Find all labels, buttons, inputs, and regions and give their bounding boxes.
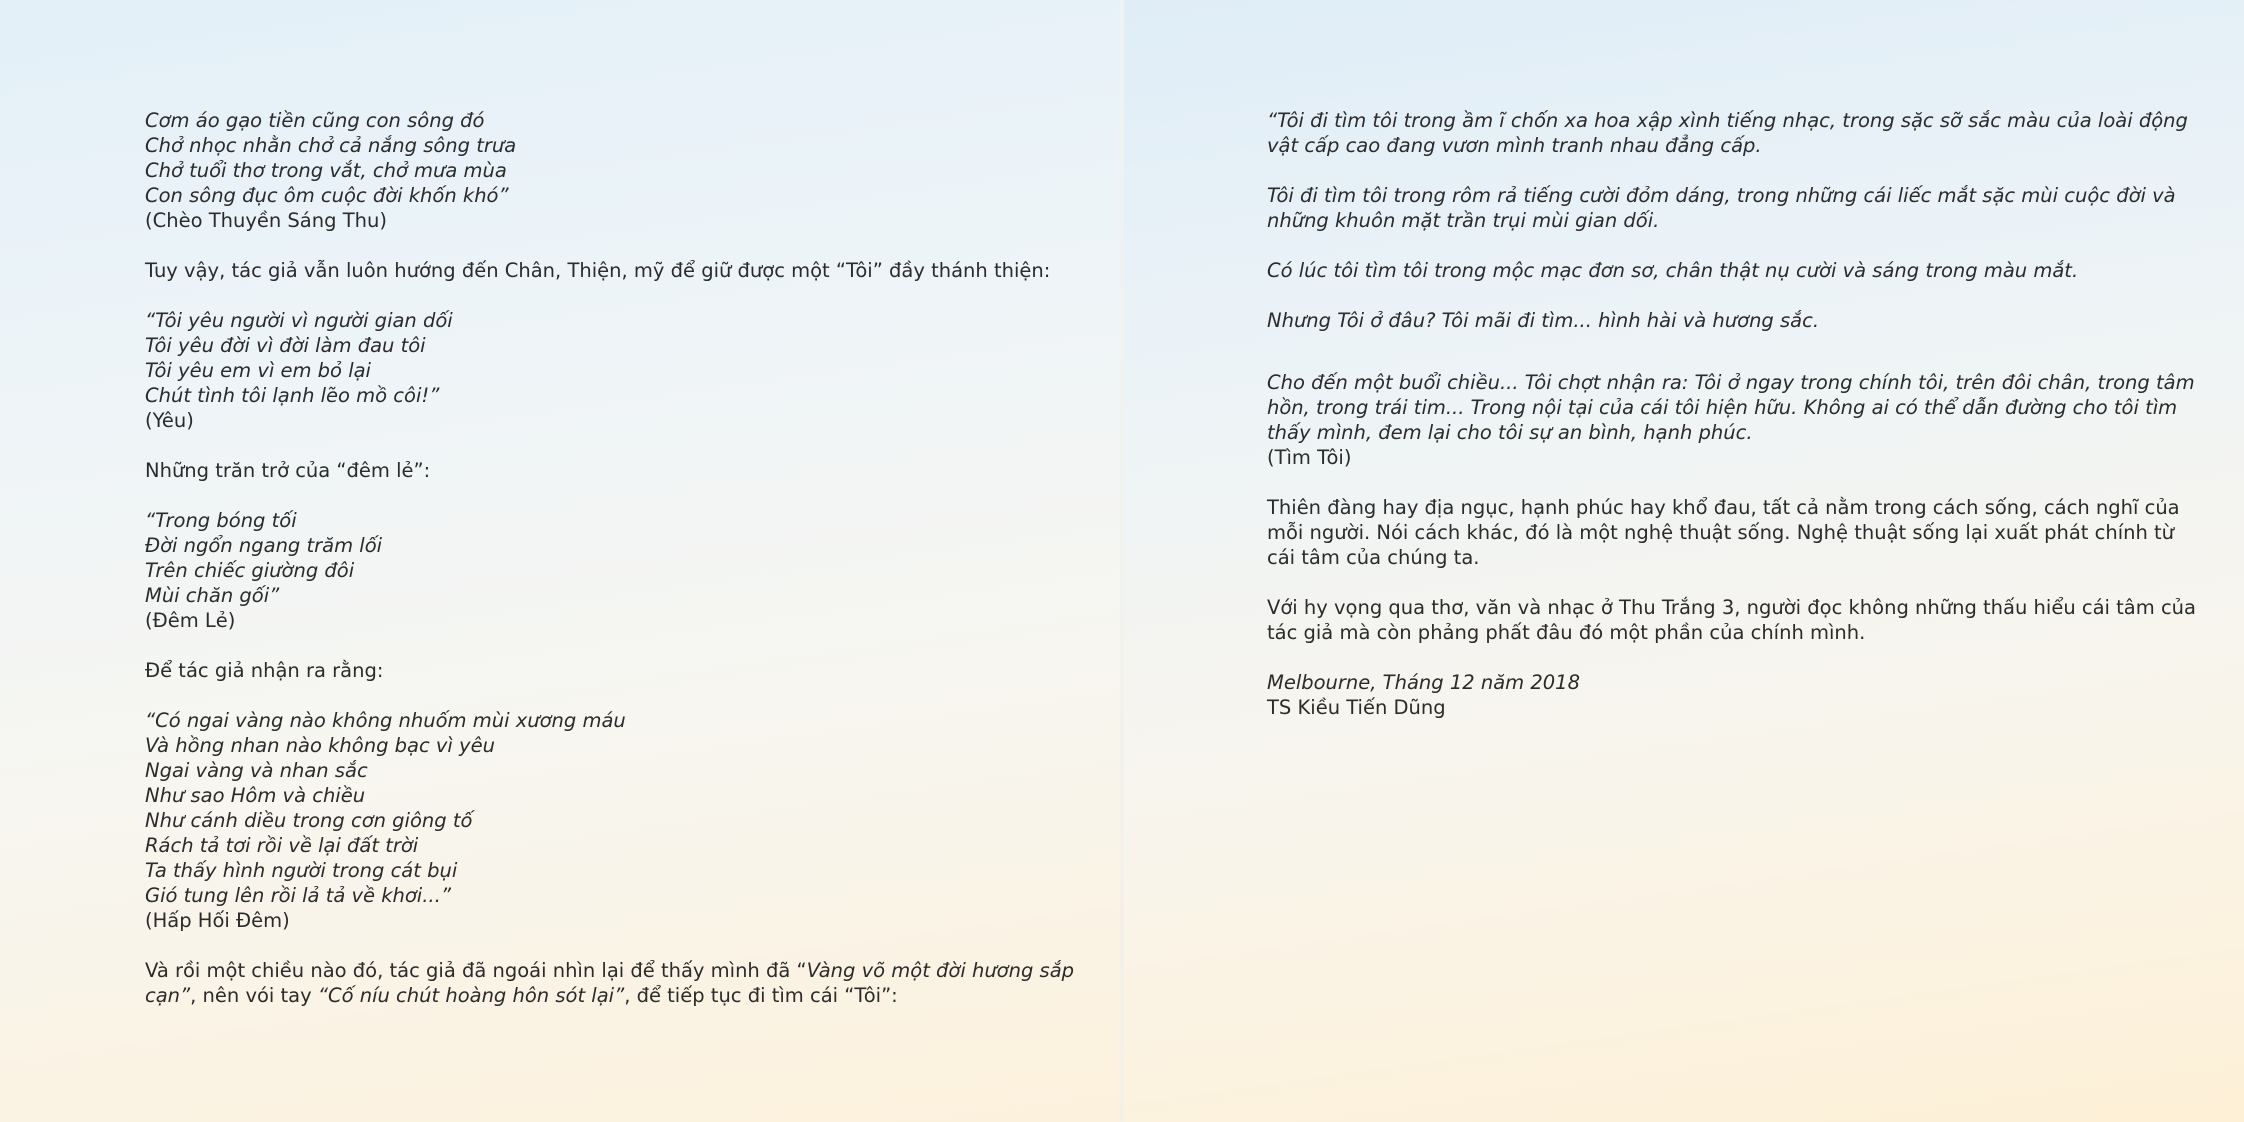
quote-line: Cho đến một buổi chiều... Tôi chợt nhận ra: Tôi ở ngay trong chính tôi, trên đôi chân, trong tâm <box>1267 371 2195 394</box>
quote-line: “Tôi đi tìm tôi trong ầm ĩ chốn xa hoa xập xình tiếng nhạc, trong sặc sỡ sắc màu của loài động <box>1267 109 2188 132</box>
inline-quote: “Cố níu chút hoàng hôn sót lại” <box>317 984 625 1007</box>
prose-quote <box>1267 370 2227 445</box>
body-paragraph <box>1267 495 2227 570</box>
poem-quote-cheo-thuyen <box>145 108 1005 208</box>
poem-line: Và hồng nhan nào không bạc vì yêu <box>145 734 495 757</box>
body-paragraph: Tuy vậy, tác giả vẫn luôn hướng đến Chân, Thiện, mỹ để giữ được một “Tôi” đầy thánh thiện: <box>145 259 1051 282</box>
poem-line: Đời ngổn ngang trăm lối <box>145 534 383 557</box>
inline-quote: Vàng võ một đời hương sắp <box>806 959 1075 982</box>
closing-paragraph <box>145 958 1075 1008</box>
poem-line: Chở nhọc nhằn chở cả nắng sông trưa <box>145 134 517 157</box>
quote-line: những khuôn mặt trần trụi mùi gian dối. <box>1267 209 1660 232</box>
quote-line: Có lúc tôi tìm tôi trong mộc mạc đơn sơ, chân thật nụ cười và sáng trong màu mắt. <box>1267 259 2079 282</box>
poem-line: Rách tả tơi rồi về lại đất trời <box>145 834 419 857</box>
poem-source: (Đêm Lẻ) <box>145 609 236 632</box>
poem-line: Tôi yêu đời vì đời làm đau tôi <box>145 334 426 357</box>
inline-quote: cạn” <box>145 984 191 1007</box>
prose-quote <box>1267 183 2227 233</box>
poem-line: Cơm áo gạo tiền cũng con sông đó <box>145 109 485 132</box>
place-date: Melbourne, Tháng 12 năm 2018 <box>1267 671 1580 694</box>
poem-quote-dem-le <box>145 508 1005 608</box>
right-page-text <box>1267 108 2227 720</box>
poem-line: “Tôi yêu người vì người gian dối <box>145 309 453 332</box>
body-paragraph: Những trăn trở của “đêm lẻ”: <box>145 459 431 482</box>
body-paragraph <box>1267 595 2227 645</box>
poem-line: Ngai vàng và nhan sắc <box>145 759 368 782</box>
paragraph-text: , nên vói tay <box>190 984 318 1007</box>
left-page <box>0 0 1120 1122</box>
author-signature: TS Kiều Tiến Dũng <box>1267 696 1446 719</box>
poem-source: (Hấp Hối Đêm) <box>145 909 290 932</box>
paragraph-text: Và rồi một chiều nào đó, tác giả đã ngoái nhìn lại để thấy mình đã “ <box>145 959 807 982</box>
paragraph-line: tác giả mà còn phảng phất đâu đó một phần của chính mình. <box>1267 621 1866 644</box>
poem-source: (Yêu) <box>145 409 194 432</box>
poem-line: Chở tuổi thơ trong vắt, chở mưa mùa <box>145 159 507 182</box>
poem-line: Trên chiếc giường đôi <box>145 559 355 582</box>
poem-quote-hap-hoi-dem <box>145 708 1005 908</box>
paragraph-line: cái tâm của chúng ta. <box>1267 546 1480 569</box>
quote-line: Nhưng Tôi ở đâu? Tôi mãi đi tìm... hình hài và hương sắc. <box>1267 309 1820 332</box>
quote-line: vật cấp cao đang vươn mình tranh nhau đẳng cấp. <box>1267 134 1762 157</box>
poem-line: Như sao Hôm và chiều <box>145 784 366 807</box>
left-page-text <box>145 108 1075 1008</box>
poem-line: Ta thấy hình người trong cát bụi <box>145 859 458 882</box>
poem-line: Mùi chăn gối” <box>145 584 280 607</box>
quote-line: Tôi đi tìm tôi trong rôm rả tiếng cười đỏm dáng, trong những cái liếc mắt sặc mùi cuộc đời và <box>1267 184 2176 207</box>
poem-line: Chút tình tôi lạnh lẽo mồ côi!” <box>145 384 440 407</box>
right-page <box>1124 0 2244 1122</box>
prose-quote <box>1267 108 2227 158</box>
quote-line: hồn, trong trái tim... Trong nội tại của cái tôi hiện hữu. Không ai có thể dẫn đường cho tôi tìm <box>1267 396 2178 419</box>
poem-quote-yeu <box>145 308 1005 408</box>
poem-line: Như cánh diều trong cơn giông tố <box>145 809 473 832</box>
poem-line: “Có ngai vàng nào không nhuốm mùi xương máu <box>145 709 626 732</box>
body-paragraph: Để tác giả nhận ra rằng: <box>145 659 384 682</box>
paragraph-line: Với hy vọng qua thơ, văn và nhạc ở Thu Trắng 3, người đọc không những thấu hiểu cái tâm của <box>1267 596 2196 619</box>
quote-source: (Tìm Tôi) <box>1267 446 1352 469</box>
paragraph-line: mỗi người. Nói cách khác, đó là một nghệ thuật sống. Nghệ thuật sống lại xuất phát chính từ <box>1267 521 2175 544</box>
poem-line: Tôi yêu em vì em bỏ lại <box>145 359 371 382</box>
quote-line: thấy mình, đem lại cho tôi sự an bình, hạnh phúc. <box>1267 421 1753 444</box>
poem-line: Gió tung lên rồi lả tả về khơi...” <box>145 884 451 907</box>
poem-line: Con sông đục ôm cuộc đời khốn khó” <box>145 184 509 207</box>
paragraph-text: , để tiếp tục đi tìm cái “Tôi”: <box>624 984 898 1007</box>
paragraph-line: Thiên đàng hay địa ngục, hạnh phúc hay khổ đau, tất cả nằm trong cách sống, cách nghĩ của <box>1267 496 2180 519</box>
poem-source: (Chèo Thuyền Sáng Thu) <box>145 209 387 232</box>
poem-line: “Trong bóng tối <box>145 509 297 532</box>
